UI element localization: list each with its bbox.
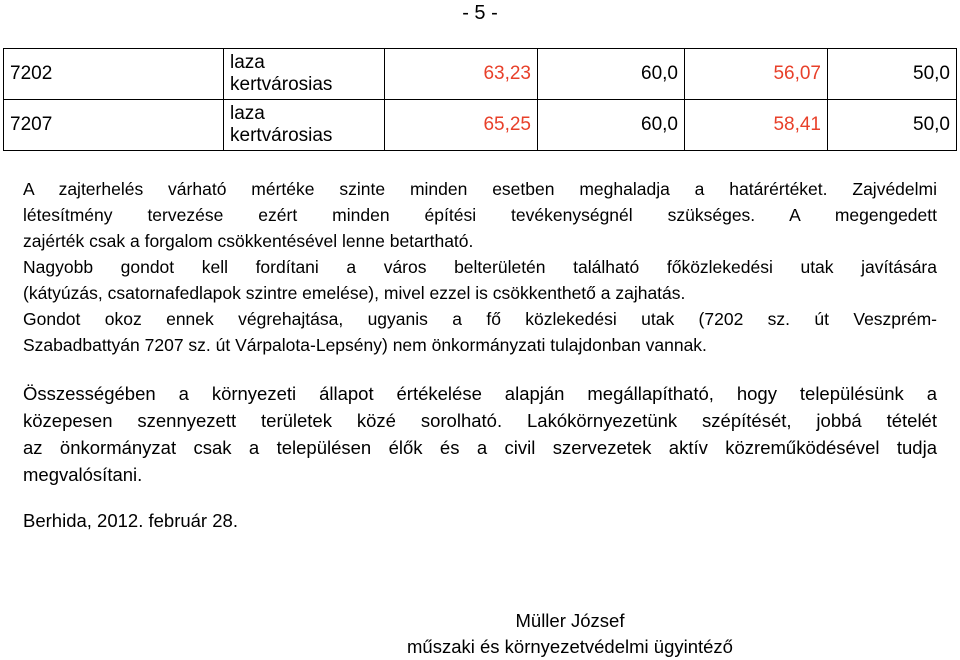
limit-value-cell: 60,0 <box>538 49 685 100</box>
limit-value-cell: 50,0 <box>828 100 957 151</box>
signatory-name: Müller József <box>515 610 625 631</box>
area-type-line: kertvárosias <box>230 74 333 95</box>
area-type-line: kertvárosias <box>230 125 333 146</box>
text-line: A zajterhelés várható mértéke szinte minden esetben meghaladja a határértéket. Zajvédelmi <box>23 179 937 199</box>
measured-value-cell: 63,23 <box>385 49 538 100</box>
text-line: Összességében a környezeti állapot értékelése alapján megállapítható, hogy településünk a <box>23 383 937 404</box>
area-type-cell <box>224 49 385 100</box>
area-type-line: laza <box>230 52 265 73</box>
place-date: Berhida, 2012. február 28. <box>23 510 238 531</box>
area-type-cell <box>224 100 385 151</box>
text-line: zajérték csak a forgalom csökkentésével lenne betartható. <box>23 231 474 251</box>
road-number-cell: 7207 <box>4 100 224 151</box>
paragraph-summary <box>23 380 937 488</box>
signatory-title: műszaki és környezetvédelmi ügyintéző <box>407 636 733 657</box>
measured-value-cell: 65,25 <box>385 100 538 151</box>
text-line: az önkormányzat csak a településen élők és a civil szervezetek aktív közreműködésével tudja <box>23 437 937 458</box>
limit-value-cell: 50,0 <box>828 49 957 100</box>
noise-table <box>3 48 957 151</box>
limit-value-cell: 60,0 <box>538 100 685 151</box>
area-type-line: laza <box>230 103 265 124</box>
page-number: - 5 - <box>462 2 498 24</box>
text-line: Nagyobb gondot kell fordítani a város belterületén található főközlekedési utak javítására <box>23 257 937 277</box>
text-line: megvalósítani. <box>23 464 143 485</box>
road-number-cell: 7202 <box>4 49 224 100</box>
measured-value-cell: 56,07 <box>685 49 828 100</box>
table-row <box>4 100 957 151</box>
text-line: (kátyúzás, csatornafedlapok szintre emelése), mivel ezzel is csökkenthető a zajhatás. <box>23 283 686 303</box>
text-line: Szabadbattyán 7207 sz. út Várpalota-Lepsény) nem önkormányzati tulajdonban vannak. <box>23 335 707 355</box>
measured-value-cell: 58,41 <box>685 100 828 151</box>
text-line: közepesen szennyezett területek közé sorolható. Lakókörnyezetünk szépítését, jobbá tételét <box>23 410 937 431</box>
text-line: létesítmény tervezése ezért minden építési tevékenységnél szükséges. A megengedett <box>23 205 937 225</box>
paragraph-noise <box>23 176 937 358</box>
table-row <box>4 49 957 100</box>
text-line: Gondot okoz ennek végrehajtása, ugyanis a fő közlekedési utak (7202 sz. út Veszprém- <box>23 309 937 329</box>
